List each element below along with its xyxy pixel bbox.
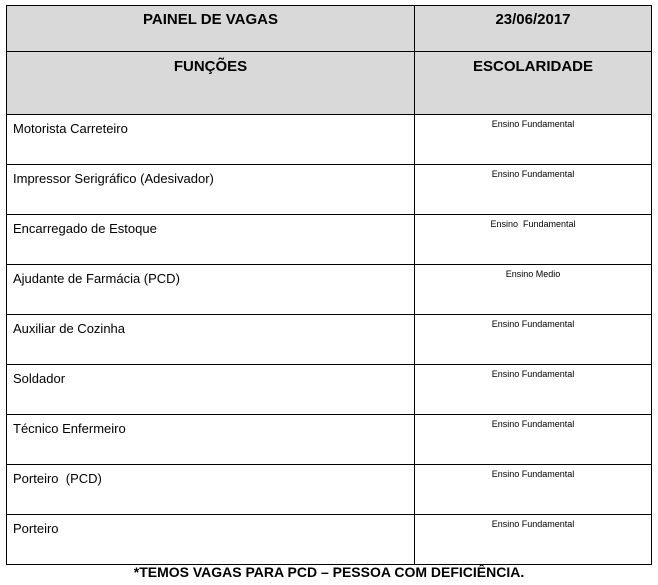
table-row xyxy=(7,415,652,465)
function-cell: Técnico Enfermeiro xyxy=(7,415,415,465)
table-row xyxy=(7,115,652,165)
education-cell: Ensino Fundamental xyxy=(415,465,652,515)
function-cell: Soldador xyxy=(7,365,415,415)
table-row xyxy=(7,315,652,365)
education-cell: Ensino Fundamental xyxy=(415,515,652,565)
function-cell: Ajudante de Farmácia (PCD) xyxy=(7,265,415,315)
table-row xyxy=(7,365,652,415)
function-cell: Impressor Serigráfico (Adesivador) xyxy=(7,165,415,215)
functions-column-header: FUNÇÕES xyxy=(7,52,415,115)
function-cell: Porteiro (PCD) xyxy=(7,465,415,515)
education-cell: Ensino Fundamental xyxy=(415,215,652,265)
education-cell: Ensino Fundamental xyxy=(415,365,652,415)
table-row xyxy=(7,465,652,515)
table-row xyxy=(7,165,652,215)
panel-title: PAINEL DE VAGAS xyxy=(7,6,415,52)
function-cell: Auxiliar de Cozinha xyxy=(7,315,415,365)
title-row xyxy=(7,6,652,52)
education-cell: Ensino Fundamental xyxy=(415,165,652,215)
table-row xyxy=(7,265,652,315)
education-cell: Ensino Fundamental xyxy=(415,415,652,465)
panel-date: 23/06/2017 xyxy=(415,6,652,52)
pcd-footer-note: *TEMOS VAGAS PARA PCD – PESSOA COM DEFICIÊNCIA. xyxy=(133,564,525,580)
education-cell: Ensino Medio xyxy=(415,265,652,315)
education-column-header: ESCOLARIDADE xyxy=(415,52,652,115)
education-cell: Ensino Fundamental xyxy=(415,315,652,365)
vacancy-table xyxy=(6,5,652,565)
column-header-row xyxy=(7,52,652,115)
function-cell: Porteiro xyxy=(7,515,415,565)
function-cell: Motorista Carreteiro xyxy=(7,115,415,165)
education-cell: Ensino Fundamental xyxy=(415,115,652,165)
function-cell: Encarregado de Estoque xyxy=(7,215,415,265)
table-row xyxy=(7,215,652,265)
table-row xyxy=(7,515,652,565)
